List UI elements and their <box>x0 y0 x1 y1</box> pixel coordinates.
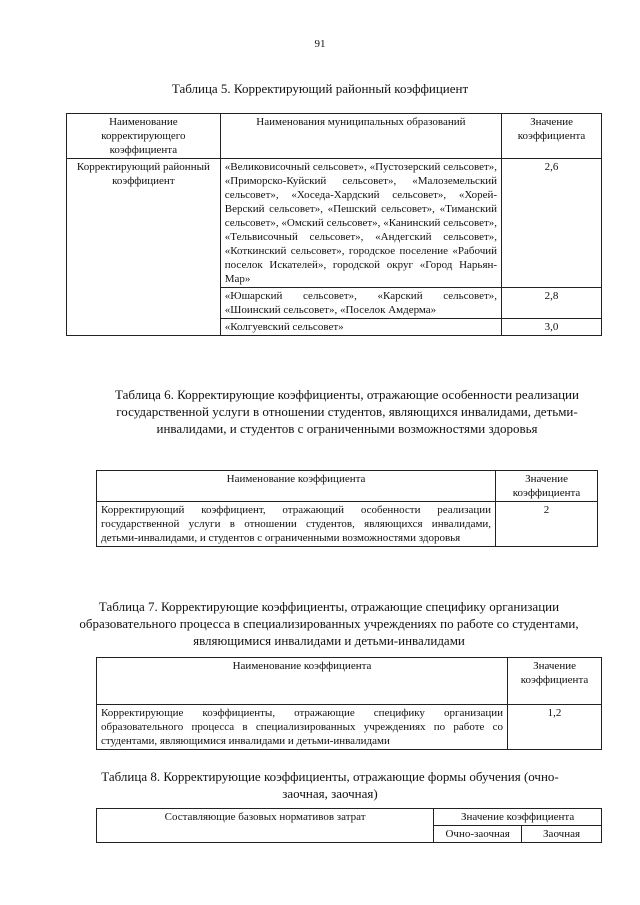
table5-row-value: 2,8 <box>502 288 602 319</box>
table5-caption: Таблица 5. Корректирующий районный коэффициент <box>171 81 469 96</box>
table5-row-municipalities: «Великовисочный сельсовет», «Пустозерский сельсовет», «Приморско-Куйский сельсовет», «Малоземельский сельсовет», «Хоседа-Хардский сельсовет», «Хорей-Верский сельсовет», «Пешский сельсовет», «Тиманский сельсовет», «Омский сельсовет», «Канинский сельсовет», «Тельвисочный сельсовет», «Андегский сельсовет», «Коткинский сельсовет», городское поселение «Рабочий поселок Искателей», городской округ «Город Нарьян-Мар» <box>220 159 501 288</box>
table5-row-value: 3,0 <box>502 319 602 336</box>
table7-row-value: 1,2 <box>508 705 602 750</box>
table5 <box>66 113 602 336</box>
table8-caption: Таблица 8. Корректирующие коэффициенты, отражающие формы обучения (очно-заочная, заочная) <box>101 769 559 801</box>
table8-header-value: Значение коэффициента <box>434 809 602 826</box>
table6-header-value: Значение коэффициента <box>496 471 598 502</box>
table6 <box>96 470 598 547</box>
table7-header-name: Наименование коэффициента <box>97 658 508 705</box>
table7 <box>96 657 602 750</box>
table5-row-municipalities: «Юшарский сельсовет», «Карский сельсовет», «Шоинский сельсовет», «Поселок Амдерма» <box>220 288 501 319</box>
table8 <box>96 808 602 843</box>
table5-header-name: Наименование корректирующего коэффициента <box>67 114 221 159</box>
table5-header-value: Значение коэффициента <box>502 114 602 159</box>
table7-header-value: Значение коэффициента <box>508 658 602 705</box>
page-number: 91 <box>314 38 326 50</box>
table8-header-part-time: Очно-заочная <box>434 826 522 843</box>
table5-row-municipalities: «Колгуевский сельсовет» <box>220 319 501 336</box>
table8-header-components: Составляющие базовых нормативов затрат <box>97 809 434 843</box>
table6-header-name: Наименование коэффициента <box>97 471 496 502</box>
table5-coef-name: Корректирующий районный коэффициент <box>67 159 221 336</box>
table6-row-name: Корректирующий коэффициент, отражающий особенности реализации государственной услуги в отношении студентов, являющихся инвалидами, детьми-инвалидами, и студентов с ограниченными возможностями здоровья <box>97 502 496 547</box>
table6-row-value: 2 <box>496 502 598 547</box>
table8-header-correspondence: Заочная <box>522 826 602 843</box>
table7-row-name: Корректирующие коэффициенты, отражающие специфику организации образовательного процесса в специализированных учреждениях по работе со студентами, являющимися инвалидами и детьми-инвалидами <box>97 705 508 750</box>
table5-row-value: 2,6 <box>502 159 602 288</box>
table7-caption: Таблица 7. Корректирующие коэффициенты, отражающие специфику организации образовательного процесса в специализированных учреждениях по работе со студентами, являющимися инвалидами и детьми-инвалидами <box>79 599 579 648</box>
table6-caption: Таблица 6. Корректирующие коэффициенты, отражающие особенности реализации государственной услуги в отношении студентов, являющихся инвалидами, детьми-инвалидами, и студентов с ограниченными возможностями здоровья <box>115 387 579 436</box>
table5-header-municipalities: Наименования муниципальных образований <box>220 114 501 159</box>
